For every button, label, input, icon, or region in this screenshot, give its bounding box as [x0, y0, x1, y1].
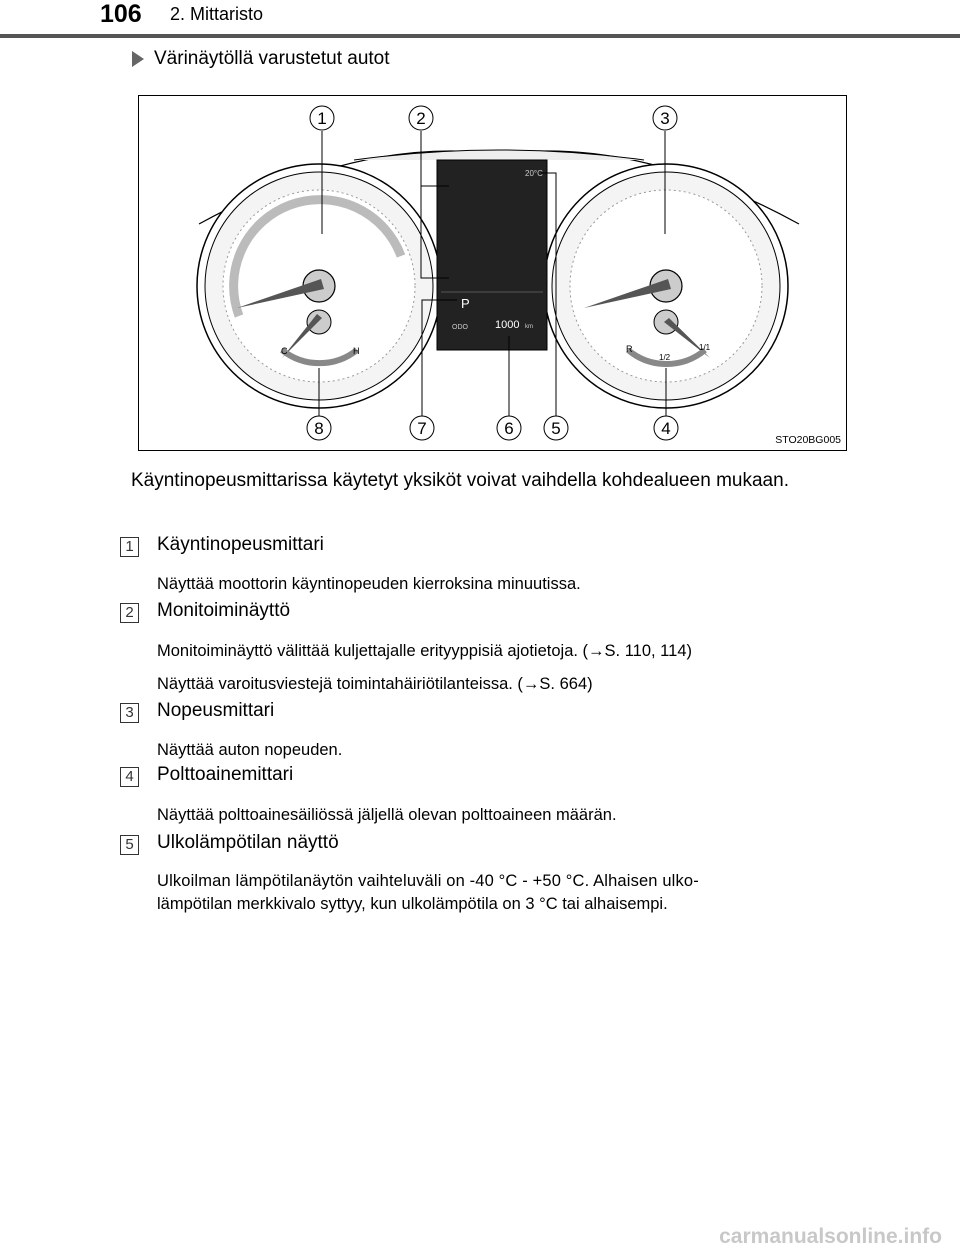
multi-information-display — [437, 160, 547, 350]
odo-unit: km — [525, 324, 533, 330]
item-number: 5 — [120, 835, 139, 855]
item-description: Monitoiminäyttö välittää kuljettajalle erityyppisiä ajotietoja. (→S. 110, 114) — [157, 642, 692, 660]
instrument-cluster-figure — [138, 95, 847, 451]
item-description: Näyttää polttoainesäiliössä jäljellä olevan polttoaineen määrän. — [157, 806, 617, 824]
item-description: lämpötilan merkkivalo syttyy, kun ulkolämpötila on 3 °C tai alhaisempi. — [157, 895, 668, 913]
section-heading-text: Värinäytöllä varustetut autot — [154, 48, 390, 69]
odo-value: 1000 — [495, 319, 520, 331]
item-number: 2 — [120, 603, 139, 623]
figure-code: STO20BG005 — [775, 434, 841, 446]
callout-7: 7 — [417, 419, 427, 438]
callout-3: 3 — [660, 109, 670, 128]
intro-paragraph: Käyntinopeusmittarissa käytetyt yksiköt voivat vaihdella kohdealueen mukaan. — [131, 470, 789, 491]
item-description: Näyttää varoitusviestejä toimintahäiriötilanteissa. (→S. 664) — [157, 675, 593, 693]
chapter-title: 2. Mittaristo — [170, 4, 264, 24]
item-number: 4 — [120, 767, 139, 787]
item-description: Näyttää moottorin käyntinopeuden kierroksina minuutissa. — [157, 575, 581, 593]
callout-5: 5 — [551, 419, 561, 438]
gauge-hot-label: H — [353, 346, 360, 356]
fuel-empty-label: R — [626, 344, 633, 354]
watermark-footer: carmanualsonline.info — [719, 1225, 942, 1248]
item-title: Ulkolämpötilan näyttö — [157, 832, 339, 853]
item-number: 3 — [120, 703, 139, 723]
outside-temp-readout: 20°C — [525, 169, 543, 178]
fuel-half-label: 1/2 — [659, 353, 671, 362]
callout-6: 6 — [504, 419, 514, 438]
callout-4: 4 — [661, 419, 671, 438]
callout-1: 1 — [317, 109, 327, 128]
callout-8: 8 — [314, 419, 324, 438]
item-description: Näyttää auton nopeuden. — [157, 741, 343, 759]
header-rule — [0, 34, 960, 38]
instrument-cluster-illustration — [139, 96, 847, 451]
odo-label: ODO — [452, 324, 468, 331]
page-number: 106 — [100, 0, 142, 28]
gear-indicator: P — [461, 296, 470, 311]
item-number: 1 — [120, 537, 139, 557]
item-title: Käyntinopeusmittari — [157, 534, 324, 555]
gauge-cold-label: C — [281, 346, 288, 356]
item-title: Nopeusmittari — [157, 700, 275, 721]
item-title: Monitoiminäyttö — [157, 600, 291, 621]
section-heading — [132, 48, 390, 70]
fuel-full-label: 1/1 — [699, 343, 711, 352]
item-description: Ulkoilman lämpötilanäytön vaihteluväli on -40 °C - +50 °C. Alhaisen ulko- — [157, 872, 699, 890]
callout-2: 2 — [416, 109, 426, 128]
item-title: Polttoainemittari — [157, 764, 294, 785]
triangle-bullet-icon — [132, 51, 144, 67]
